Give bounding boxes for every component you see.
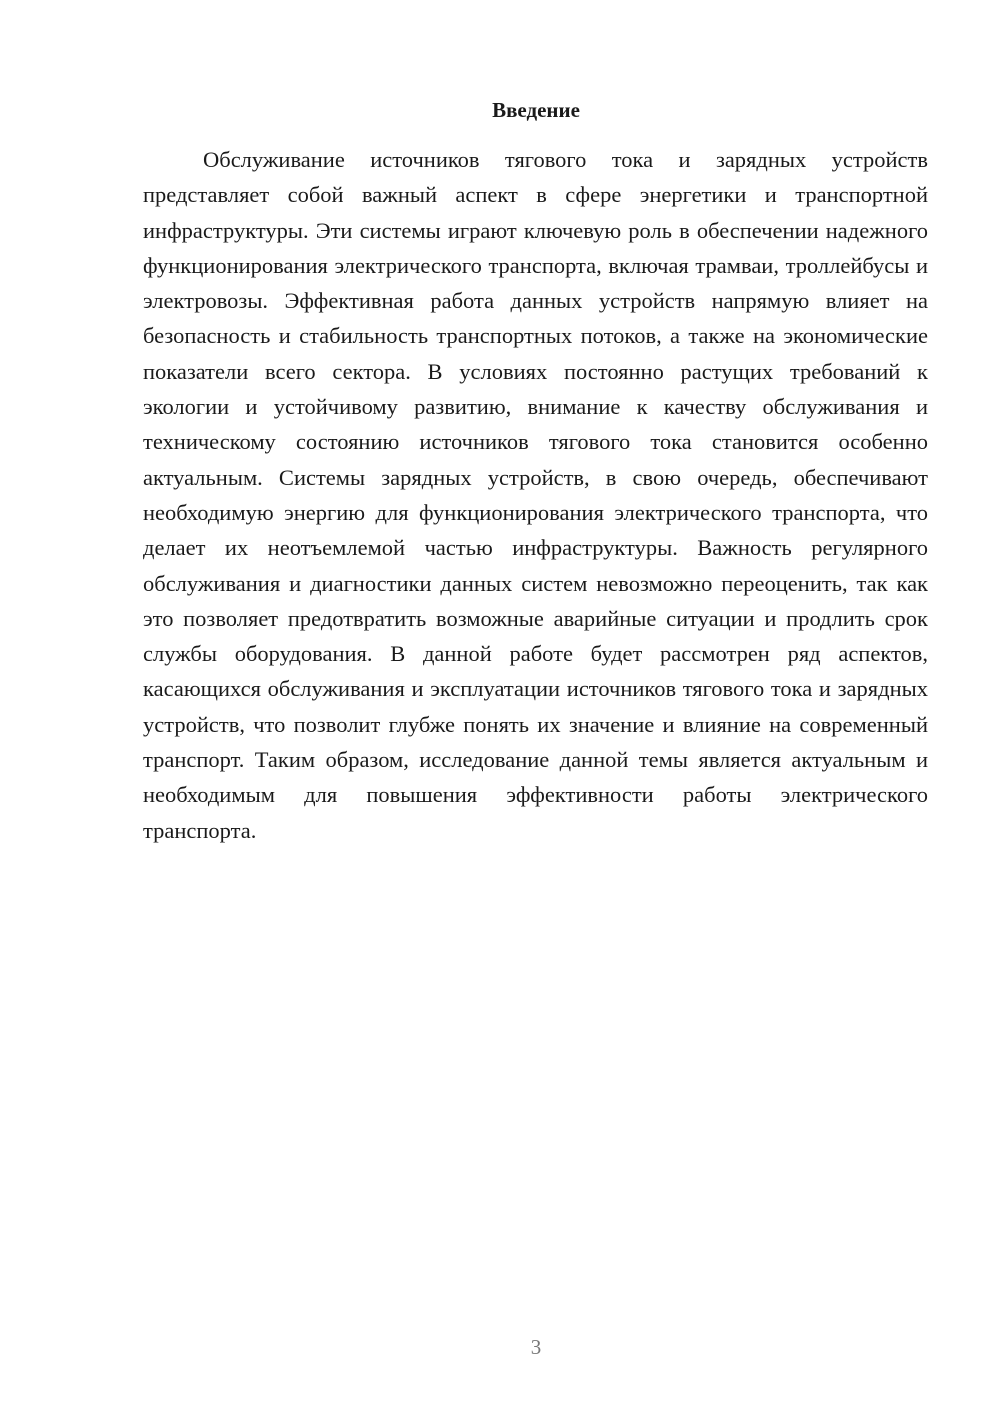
section-heading: Введение	[492, 98, 580, 122]
body-paragraph: Обслуживание источников тягового тока и зарядных устройств представляет собой важный аспект в сфере энергетики и транспортной инфраструктуры. Эти системы играют ключевую роль в обеспечении надежного функционирования электрического транспорта, включая трамваи, троллейбусы и электровозы. Эффективная работа данных устройств напрямую влияет на безопасность и стабильность транспортных потоков, а также на экономические показатели всего сектора. В условиях постоянно растущих требований к экологии и устойчивому развитию, внимание к качеству обслуживания и техническому состоянию источников тягового тока становится особенно актуальным. Системы зарядных устройств, в свою очередь, обеспечивают необходимую энергию для функционирования электрического транспорта, что делает их неотъемлемой частью инфраструктуры. Важность регулярного обслуживания и диагностики данных систем невозможно переоценить, так как это позволяет предотвратить возможные аварийные ситуации и продлить срок службы оборудования. В данной работе будет рассмотрен ряд аспектов, касающихся обслуживания и эксплуатации источников тягового тока и зарядных устройств, что позволит глубже понять их значение и влияние на современный транспорт. Таким образом, исследование данной темы является актуальным и необходимым для повышения эффективности работы электрического транспорта.	[143, 147, 928, 843]
page-number: 3	[530, 1335, 542, 1359]
